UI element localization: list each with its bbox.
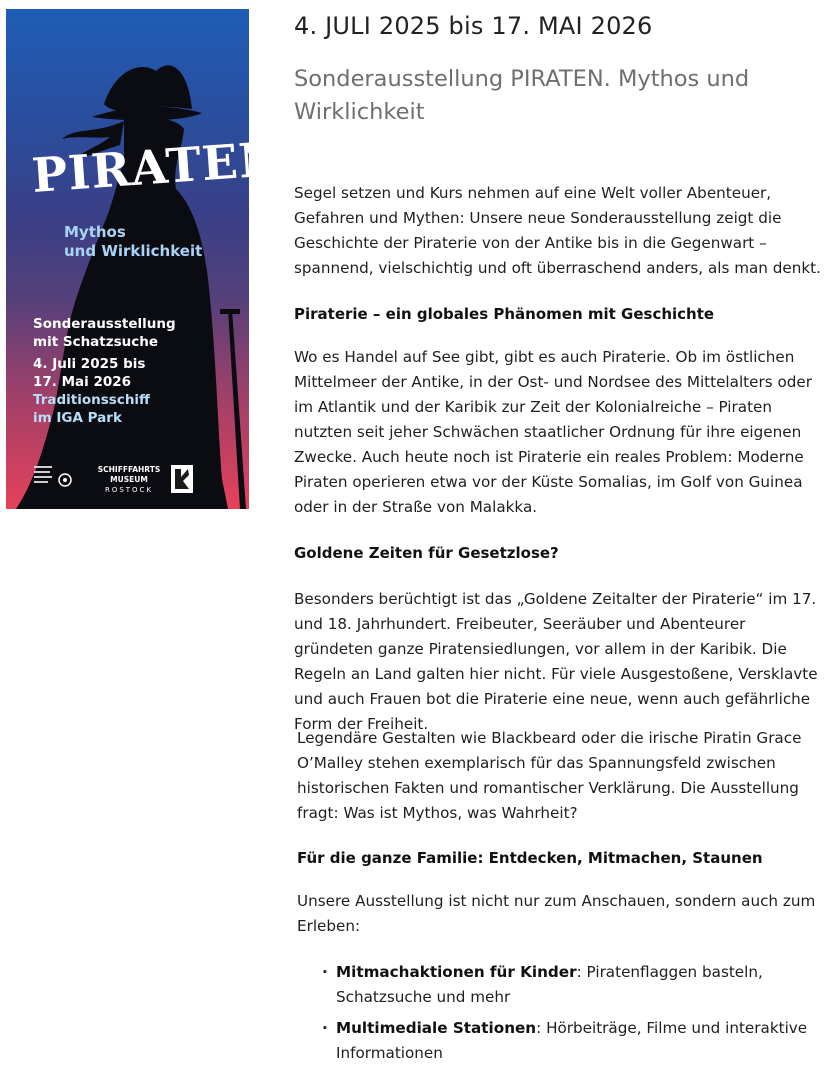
page-title: Sonderausstellung PIRATEN. Mythos und Wirklichkeit [294, 66, 750, 125]
intro-paragraph: Segel setzen und Kurs nehmen auf eine Welt voller Abenteuer, Gefahren und Mythen: Unsere neue Sonderausstellung zeigt die Geschichte der Piraterie von der Antike bis in die Gegenwart – spannend, vielschichtig und oft überraschend anders, als man denkt. [294, 184, 821, 277]
feature-label: Mitmachaktionen für Kinder [336, 963, 577, 981]
museum-logo-line: MUSEUM [110, 475, 148, 484]
body-paragraph: Wo es Handel auf See gibt, gibt es auch Piraterie. Ob im östlichen Mittelmeer der Antike, in der Ost- und Nordsee des Mittelalters oder im Atlantik und der Karibik zur Zeit der Kolonialreiche – Piraten nutzten seit jeher Schwächen staatlicher Ordnung für ihre eigenen Zwecke. Auch heute noch ist Piraterie ein reales Problem: Moderne Piraten operieren etwa vor der Küste Somalias, im Golf von Guinea oder in der Straße von Malakka. [294, 348, 812, 516]
body-paragraph: Unsere Ausstellung ist nicht nur zum Anschauen, sondern auch zum Erleben: [297, 892, 816, 935]
section-heading: Goldene Zeiten für Gesetzlose? [294, 544, 559, 562]
poster-venue [33, 391, 233, 427]
poster-dates [33, 355, 233, 391]
feature-text: : Hörbeiträge, Filme und interaktive Informationen [336, 1019, 808, 1062]
body-paragraph: Besonders berüchtigt ist das „Goldene Zeitalter der Piraterie“ im 17. und 18. Jahrhundert. Freibeuter, Seeräuber und Abenteurer gründeten ganze Piratensiedlungen, vor allem in der Karibik. Die Regeln an Land galten hier nicht. Für viele Ausgestoßene, Versklavte und auch Frauen bot die Piraterie eine neue, wenn auch gefährliche Form der Freiheit. [294, 590, 818, 733]
list-item [322, 960, 822, 1010]
exhibition-date: 4. JULI 2025 bis 17. MAI 2026 [294, 12, 653, 40]
partner-logo-icon [34, 464, 76, 494]
poster-info [33, 315, 233, 351]
poster-subtitle-line: Mythos [64, 223, 126, 241]
poster-subtitle-line: und Wirklichkeit [64, 242, 203, 260]
exhibition-poster [6, 9, 285, 509]
museum-logo-icon [171, 465, 193, 493]
poster-venue-line: Traditionsschiff [33, 392, 150, 408]
poster-info-line: mit Schatzsuche [33, 334, 159, 350]
museum-logo-text [90, 465, 168, 495]
body-paragraph: Legendäre Gestalten wie Blackbeard oder die irische Piratin Grace O’Malley stehen exemplarisch für das Spannungsfeld zwischen historischen Fakten und romantischer Verklärung. Die Ausstellung fragt: Was ist Mythos, was Wahrheit? [297, 729, 802, 822]
feature-text: : Piratenflaggen basteln, Schatzsuche und mehr [336, 963, 763, 1006]
poster-info-line: Sonderausstellung [33, 316, 176, 332]
museum-logo-line: SCHIFFFAHRTS [97, 465, 161, 474]
section-heading: Für die ganze Familie: Entdecken, Mitmachen, Staunen [297, 849, 763, 867]
section-heading: Piraterie – ein globales Phänomen mit Geschichte [294, 305, 715, 323]
poster-venue-line: im IGA Park [33, 410, 122, 426]
museum-logo-line: ROSTOCK [104, 486, 154, 494]
poster-title: PIRATEN [30, 131, 285, 204]
poster-subtitle [64, 223, 234, 261]
poster-date-line: 17. Mai 2026 [33, 374, 132, 390]
feature-label: Multimediale Stationen [336, 1019, 537, 1037]
feature-list [322, 960, 822, 1072]
poster-date-line: 4. Juli 2025 bis [33, 356, 146, 372]
list-item [322, 1016, 822, 1066]
